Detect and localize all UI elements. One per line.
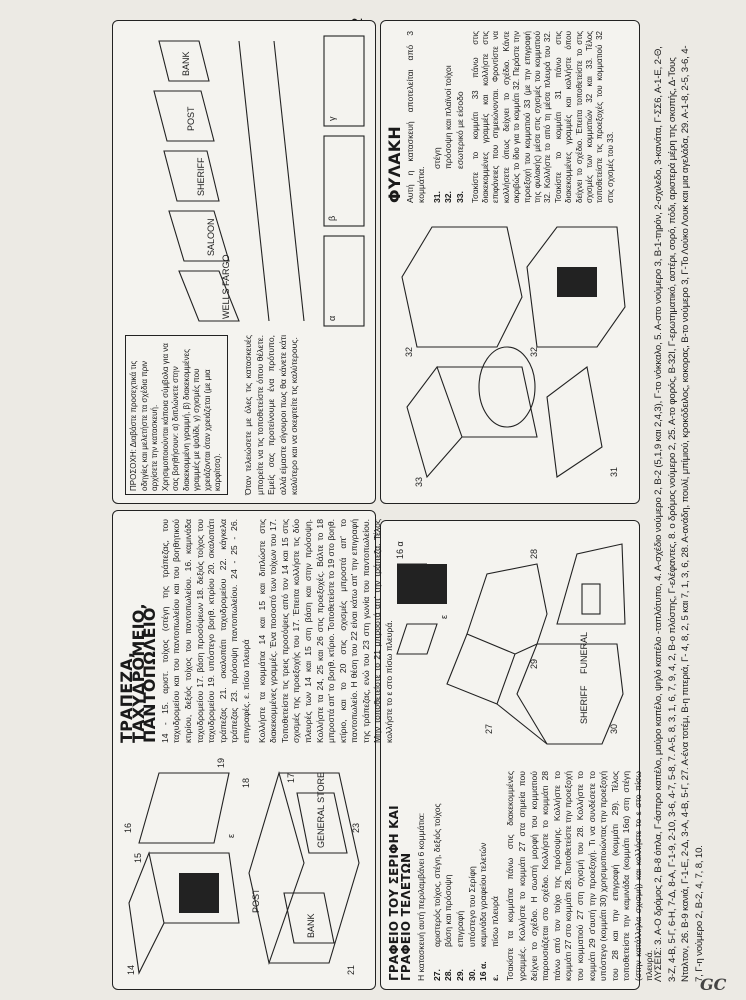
fig-label: 31 [609,466,619,477]
bank-assembly-figure [119,751,369,983]
fig-label: GENERAL STORE [316,771,326,848]
list-item [443,771,455,981]
part-desc: πίσω πλευρά [489,896,500,947]
town-left-column [121,335,228,495]
fig-label: 28 [529,548,539,559]
part-number: 31. [431,191,442,203]
bank-title: ΤΡΑΠΕΖΑ, ΤΑΧΥΔΡΟΜΕΙΟ, ΠΑΝΤΟΠΩΛΕΙΟ [117,603,160,743]
list-item [443,31,455,203]
part-number: 33. [454,191,465,203]
fig-label: 14 [126,964,136,975]
list-item [455,31,467,203]
guard-text-column [385,31,620,203]
guard-parts-list [432,31,467,203]
fig-label: 15 [133,852,143,863]
sheriff-instructions: Τσακίστε τα κομμάτια πάνω στις διακεκομμένες γραμμές. Κολλήστε το κομμάτι 27 στα σημεία που δείχνει το σχέδιο. Η σωστή μορφή του κομματιού παρουσιάζεται στο σχέδιο. Κολλήστε το κομμάτι 28 πάνω από τον τοίχο της πρόσοψης. Κολλήστε το κομμάτι 27 στο κομμάτι 28. Τοποθετείστε την προεξοχή του κομματιού 27 στη σχισμή του 28. Κολλήστε το κομμάτι 29 σ'αυτή την προεξοχή. Τι να συνδέσετε το υπόστεγο (κομμάτι 30) χρησιμοποιώντας την προεξοχή του 28 και την επιγραφή (κομμάτι 29). Τέλος τοποθετείστε την καμινάδα (κομμάτι 16α) στη στέγη (στην κατάλληλα σχισμή) και κολλήστε το ε στο πίσω πλευρά. [505,771,655,981]
attention-note: ΠΡΟΣΟΧΗ: Διαβάστε προσεχτικά τις οδηγίες και μελετήστε τα σχέδια πριν αρχίσετε την κατασκευή. Χρησιμοποιούνται κάποια σύμβολα για να σας βοηθήσουν: α) διπλώνετε στην διακεκομμένη γραμμή, β) διακεκομμένες γραμμές με ψαλίδι, γ) σχισμές που χρειάζονται όταν χρειάζεται (με μια καρφίτσα). [125,335,228,495]
fig-label: BANK [306,913,316,938]
part-desc: εσωτερικό με είσοδο [454,91,465,169]
fig-label: 16 α [395,541,405,559]
sheriff-section [380,520,655,990]
sheriff-parts-list [432,771,502,981]
guard-title: ΦΥΛΑΚΗ [385,126,404,203]
watermark: GC [700,975,727,994]
fig-label: 19 [216,757,226,768]
list-item [467,771,479,981]
list-item [478,771,490,981]
fig-label: 29 [529,658,539,669]
guard-assembly-figure [387,207,631,497]
bank-section [112,510,395,990]
guard-intro: Αυτή η κατασκευή αποτελείται από 3 κομμάτια. [404,31,427,203]
fig-label: WELLS FARGO [221,254,231,319]
fig-label: 30 [609,723,619,734]
town-section [112,20,376,504]
solutions-text: ΛΥΣΕΙΣ: 3. Α-Ο δρόμος 2, Β-8 όπλα, Γ-άσπρο καπέλο, μαύρο καπέλο, ψηλό καπέλο -ταπλότυπο, 4. Α-σχέδιο νούμερο 2, Β-2 (5,1,9 και 2,4,3), Γ-το νόκκαλο, 5. Α-στο νούμερο 3, Β-1-τηρόν, 2-σχιλεδο, 3-κανάτα, Γ-ΣΣ6, Α-1-Ε, 2-Θ, 3-Ζ, 4-Β, 5-Γ, 6-Η, 7-Δ, 8-Α, Γ-1-9, 2-10, 3-6, 4-7, 5-8, 7. Α-5, 8, 3, 1, 6, 7, 9, 4, 2, Β-ο πλόστης, Γ-ελέφαντες, 8. ο δρόμος νούμερο 2, 25. Α-το φορός, Β-32Ι, Γ-ερωτηματικό, αστέρι, σορό, πόδι, αριστερά μέρη της σκοπής, Δ-Τους Νταλτον, 26. Β-9 κανιά, Γ-1-Ε, 2-Δ, 3-Α, 4-Β, 5-Γ, 27. Α-ένα τοτέμ, Β-η πιτεριά, Γ- 4, 8, 2, 5 και 7, 1, 3, 6, 28. Α-ανάδη, πουλί, μπίμιού, κροκόδειλος, κοκορας, Β-το νούμερο 3, Γ-Το Λούκο Λουκ και μια αγελάδα, 29. Α-1-8, 2-5, 3-6, 4-7, Γ-η νούμερο 2, Β-2, 4, 7, 8, 10. [653,45,705,982]
fig-label: α [327,315,337,321]
part-number: 30. [466,969,477,981]
fig-label: SHERIFF [196,157,206,196]
sheriff-text-column [389,771,660,981]
list-item [455,771,467,981]
fig-label: β [327,215,337,221]
fig-label: 23 [351,822,361,833]
fig-label: 27 [484,723,494,734]
guard-instructions: Τσακίστε το κομμάτι 33 πάνω στις διακεκομμένες γραμμές και κολλήστε στις επιφάνειες που σημειώνονται. Φροντίστε να κολλήσετε όπως δείχνει το σχέδιο. Κάντε ακριβώς το ίδιο για το κομμάτι 32. Περάστε την προεξοχή του κομματιού 33 (με την επιγραφή της φυλακής) μέσα στις σχισμές του κομματιού 32. Κολλήστε το από τη μέσα πλευρά του 32. Τσακίστε το κομμάτι 31 πάνω στις διακεκομμένες γραμμές και κολλήστε όπου δείχνει το σχέδιο. Έπειτα τοποθετείστε το στις σχισμές των κομματιών 32 και 33. Τέλος τοποθετείστε τις προεξοχές του κομματιού 32 στις σχισμές του 33. [470,31,615,203]
fig-label: 18 [241,777,251,788]
fig-label: ε [439,614,449,619]
fig-label: SALOON [206,218,216,256]
part-desc: πρόσοψη και πλαϊνοί τοίχοι [443,65,454,169]
bank-parts: 14 - 15. αριστ. τοίχος (στέγη της τράπεζας, του ταχυδρομείου και του παντοπωλείου και του βοηθητικού κτιρίου, δεξιός τοίχος του παντοπωλείου. 16. καμινάδα ταχυδρομείου 17. βάση προσόψεων 18. δεξιός τοίχος του ταχυδρομείου 19. υπόστεγο βοηθ. κτιρίου 20. σκαλοπάτι τράπεζας 21. σκαλοπάτι ταχυδρομείου 22. κάγκελα τράπεζας 23. πρόσοψη παντοπωλείου. 24 - 25 - 26. επιγραφές. ε. πίσω πλευρά [159,519,251,743]
list-item [432,771,444,981]
town-instructions: Όταν τελειώσετε με όλες τις κατασκευές μπορείτε να τις τοποθετείστε όπου θέλετε. Εμείς σας προτείνουμε ένα πρότυπο, αλλά είμαστε σίγουροι πως θα κάνετε κάτι καλύτερο και να σκεφτείτε τις καλύτερους. [243,335,300,495]
fig-label: FUNERAL [579,631,589,674]
bank-instructions: Κολλήστε τα κομμάτια 14 και 15 και διπλώστε στις διακεκομμένες γραμμές. Ένα ποσοστό των τοίχων του 17. Τοποθετείστε τις τρεις προσόψεις από τον 14 και 15 στις σχισμές της προεξοχής του 17. Έπειτα κολλήστε τις δύο πλευρές των 14 και 15 στη βάση και στην πρόσοψη. Κολλήστε τα 24, 25 και 26 στις προεξοχές. Βάλτε το 18 μπροστά απ' το βοηθ. κτίριο. Τοποθετείστε το 19 στο βοηθ. κτίριο, και το 20 στις σχισμές μπροστά απ' το παντοπωλείο. Η θέση του 22 είναι κάτω απ' την επιγραφή της τράπεζας, ενώ του 23 στη γωνία του παντοπωλείου. Μην τοποθετείστε το 21 μπροστά απ' την τράπεζα. Τέλος κολλήστε το ε στο πίσω πλευρά. [256,519,395,743]
fig-label: BANK [181,51,191,76]
fig-label: 33 [414,476,424,487]
fig-label: ε [226,833,236,838]
fig-label: γ [327,116,337,121]
list-item [490,771,502,981]
part-desc: επιγραφή [454,910,465,947]
part-number: 29. [454,969,465,981]
part-desc: βάση και πρόσοψη [443,874,454,947]
fig-label: 32 [529,346,539,357]
part-desc: στέγη [431,147,442,169]
sheriff-intro: Η κατασκευή αυτή περιλαμβάνει 6 κομμάτια: [416,812,427,981]
town-text-column [243,335,305,495]
fig-label: SHERIFF [579,685,589,724]
bank-text-column [117,519,400,743]
sheriff-title: ΓΡΑΦΕΙΟ ΤΟΥ ΣΕΡΙΦΗ ΚΑΙ ΓΡΑΦΕΙΟ ΤΕΛΕΤΩΝ [387,805,413,981]
town-layout-figure [119,31,319,331]
part-number: 28. [443,969,454,981]
symbols-figure [319,31,369,331]
part-number: 16 α. [478,961,489,981]
fig-label: POST [251,888,261,913]
part-number: ε. [489,974,500,981]
part-desc: υπόστεγο του Σερίφη [466,866,477,947]
fig-label: 17 [286,772,296,783]
part-desc: καμινάδα γραφείου τελετών [478,842,489,947]
part-desc: αριστερός τοίχος, στέγη, δεξιός τοίχος [431,803,442,947]
fig-label: 32 [404,346,414,357]
list-item [432,31,444,203]
guard-section [380,20,640,504]
sheriff-assembly-figure [387,528,631,764]
fig-label: 16 [123,822,133,833]
part-number: 32. [443,191,454,203]
fig-label: 21 [346,964,356,975]
fig-label: POST [186,106,196,131]
part-number: 27. [431,969,442,981]
